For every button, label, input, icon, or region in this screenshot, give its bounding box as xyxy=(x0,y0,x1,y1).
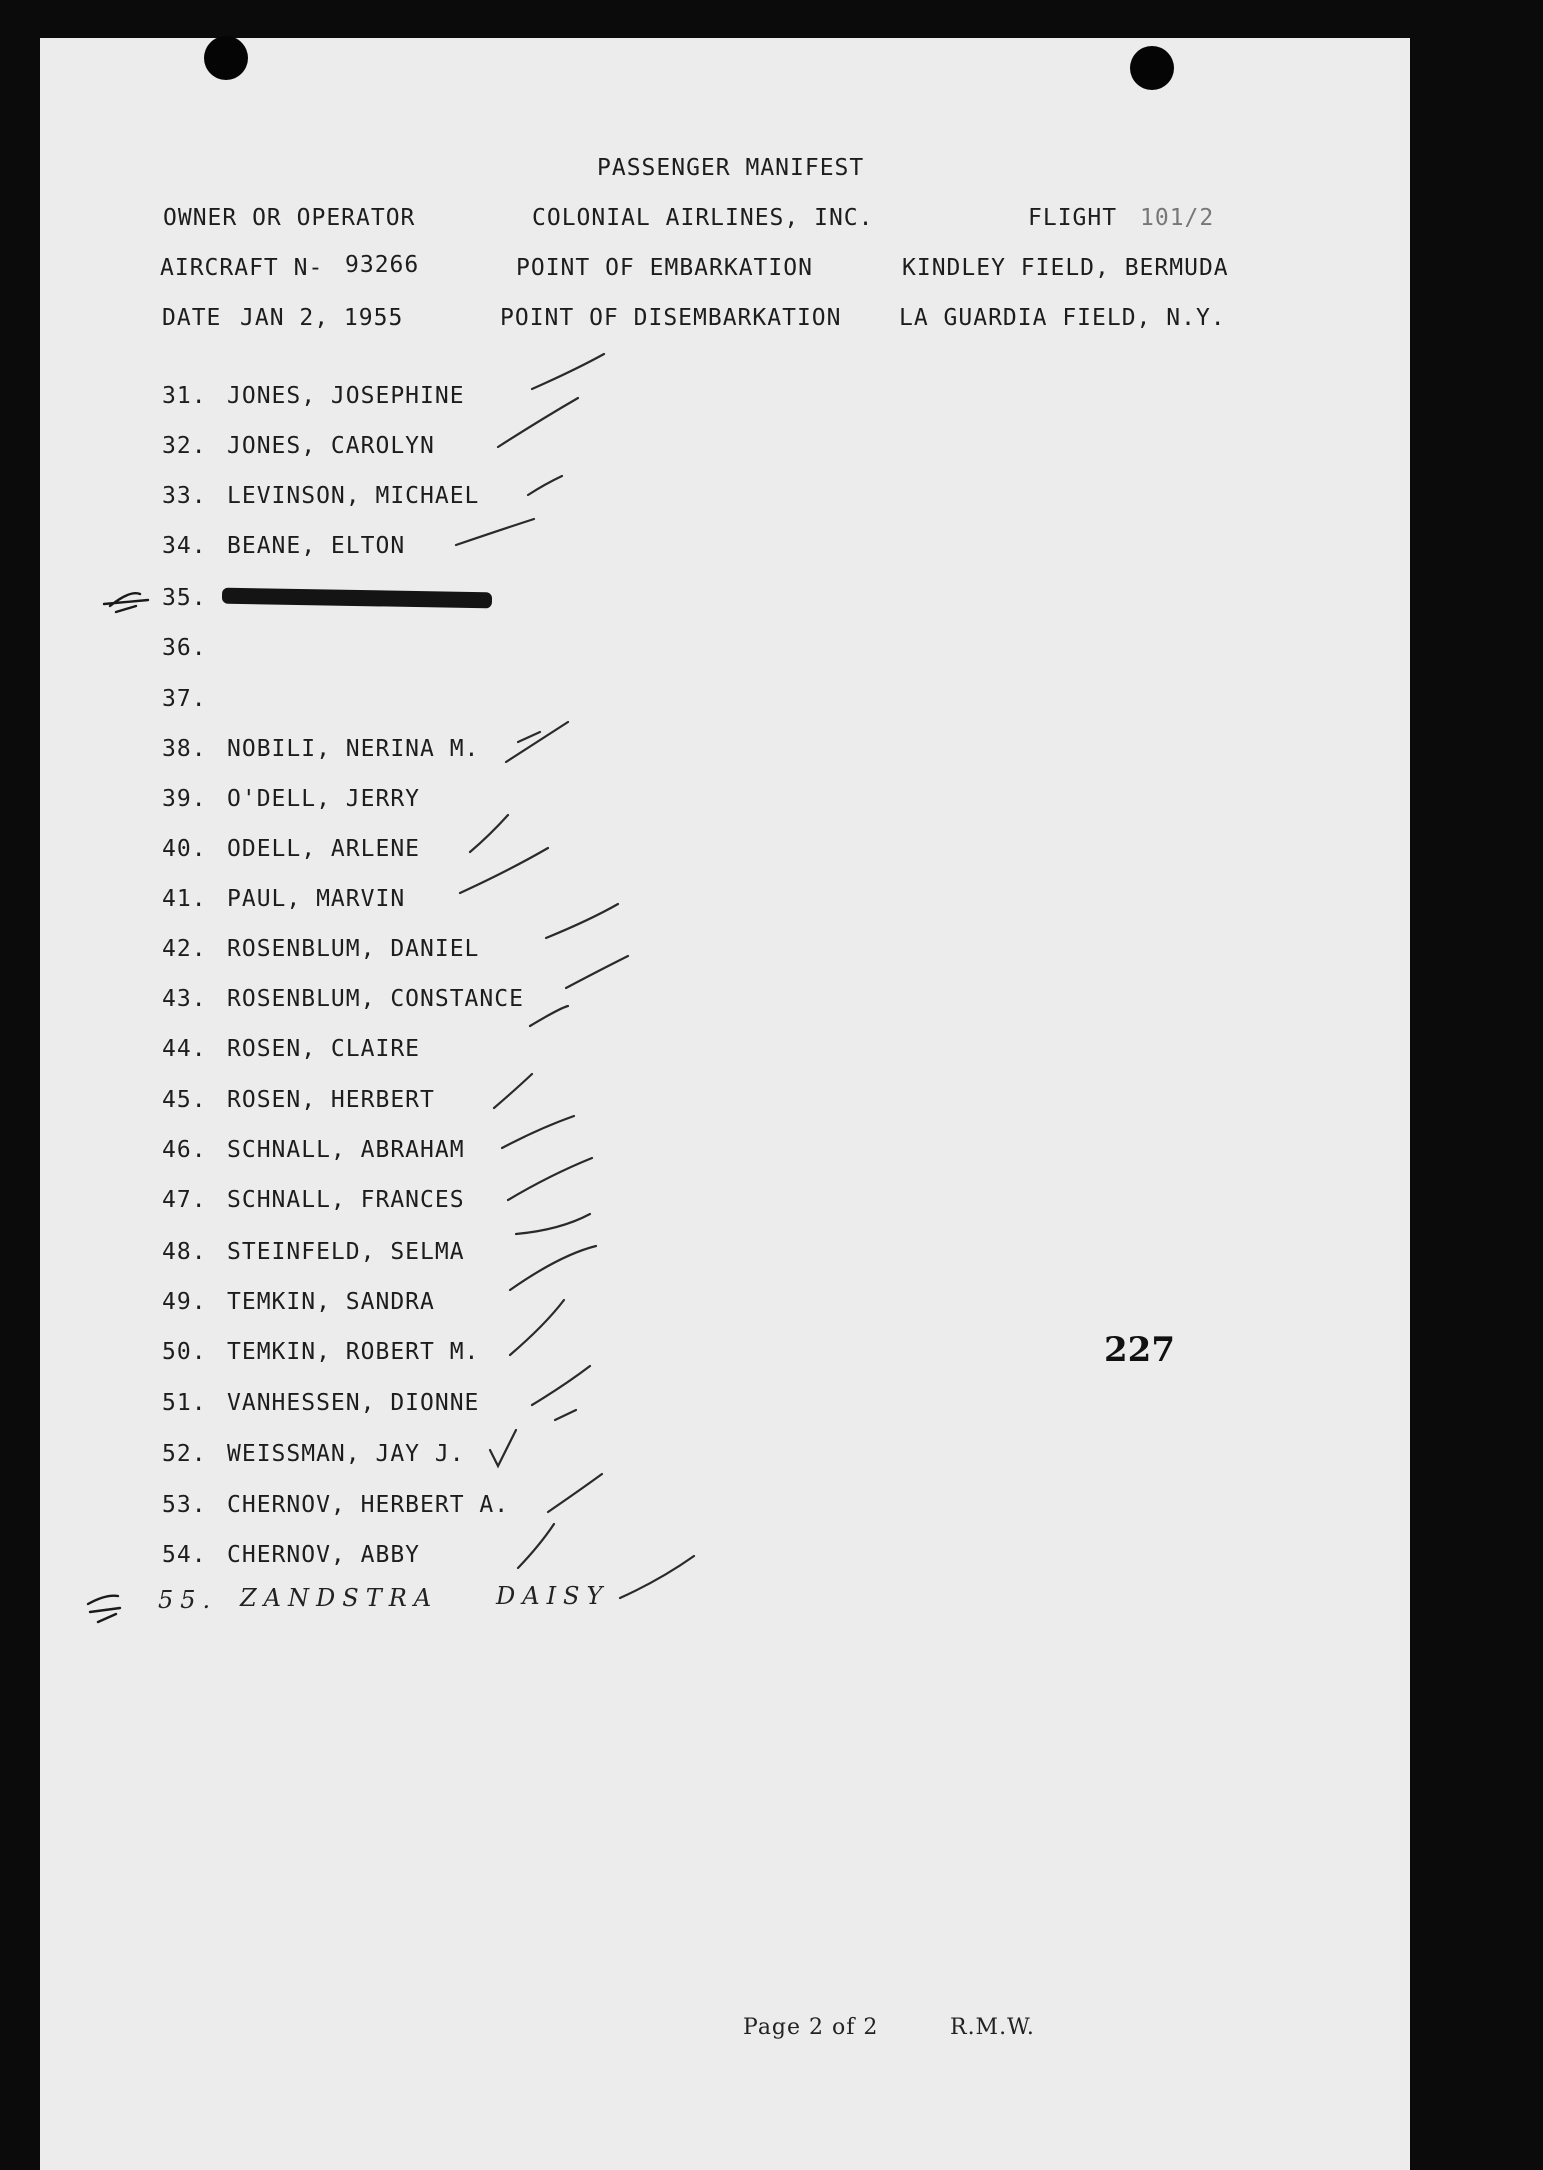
handwritten-number: 55. xyxy=(158,1586,218,1614)
passenger-name: ODELL, ARLENE xyxy=(227,836,421,862)
passenger-name: SCHNALL, ABRAHAM xyxy=(227,1137,465,1163)
owner-label: OWNER OR OPERATOR xyxy=(163,205,416,231)
footer-page: Page 2 of 2 xyxy=(743,2015,879,2040)
passenger-number: 54. xyxy=(162,1542,207,1568)
disembarkation-label: POINT OF DISEMBARKATION xyxy=(500,305,842,331)
handwritten-surname: ZANDSTRA xyxy=(240,1584,439,1612)
punch-hole-left xyxy=(204,36,248,80)
passenger-number: 37. xyxy=(162,686,207,712)
passenger-number: 51. xyxy=(162,1390,207,1416)
passenger-name: PAUL, MARVIN xyxy=(227,886,406,912)
passenger-number: 41. xyxy=(162,886,207,912)
passenger-name: STEINFELD, SELMA xyxy=(227,1239,465,1265)
passenger-name: NOBILI, NERINA M. xyxy=(227,736,480,762)
passenger-number: 45. xyxy=(162,1087,207,1113)
aircraft-label: AIRCRAFT N- xyxy=(160,255,324,281)
punch-hole-right xyxy=(1130,46,1174,90)
handwritten-given-name: DAISY xyxy=(496,1582,610,1610)
passenger-name: JONES, JOSEPHINE xyxy=(227,383,465,409)
passenger-number: 33. xyxy=(162,483,207,509)
passenger-name: ROSENBLUM, CONSTANCE xyxy=(227,986,524,1012)
passenger-number: 44. xyxy=(162,1036,207,1062)
passenger-number: 31. xyxy=(162,383,207,409)
passenger-number: 47. xyxy=(162,1187,207,1213)
passenger-name: JONES, CAROLYN xyxy=(227,433,435,459)
passenger-number: 38. xyxy=(162,736,207,762)
passenger-name: O'DELL, JERRY xyxy=(227,786,421,812)
passenger-name: CHERNOV, ABBY xyxy=(227,1542,421,1568)
date-value: JAN 2, 1955 xyxy=(240,305,404,331)
manifest-title: PASSENGER MANIFEST xyxy=(597,155,865,181)
passenger-number: 40. xyxy=(162,836,207,862)
passenger-name: SCHNALL, FRANCES xyxy=(227,1187,465,1213)
passenger-number: 35. xyxy=(162,585,207,611)
passenger-name: TEMKIN, ROBERT M. xyxy=(227,1339,480,1365)
passenger-number: 49. xyxy=(162,1289,207,1315)
passenger-name: BEANE, ELTON xyxy=(227,533,406,559)
date-label: DATE xyxy=(162,305,222,331)
passenger-name: CHERNOV, HERBERT A. xyxy=(227,1492,510,1518)
passenger-number: 48. xyxy=(162,1239,207,1265)
passenger-name: VANHESSEN, DIONNE xyxy=(227,1390,480,1416)
passenger-number: 32. xyxy=(162,433,207,459)
aircraft-value: 93266 xyxy=(345,252,420,278)
passenger-number: 53. xyxy=(162,1492,207,1518)
passenger-number: 46. xyxy=(162,1137,207,1163)
passenger-number: 42. xyxy=(162,936,207,962)
passenger-number: 36. xyxy=(162,635,207,661)
owner-value: COLONIAL AIRLINES, INC. xyxy=(532,205,874,231)
passenger-number: 34. xyxy=(162,533,207,559)
stamp-number: 227 xyxy=(1104,1330,1175,1370)
passenger-number: 50. xyxy=(162,1339,207,1365)
footer-initials: R.M.W. xyxy=(950,2015,1035,2040)
flight-label: FLIGHT xyxy=(1028,205,1118,231)
passenger-name: ROSEN, CLAIRE xyxy=(227,1036,421,1062)
disembarkation-value: LA GUARDIA FIELD, N.Y. xyxy=(899,305,1226,331)
flight-value: 101/2 xyxy=(1140,205,1215,231)
passenger-number: 43. xyxy=(162,986,207,1012)
passenger-number: 39. xyxy=(162,786,207,812)
passenger-name: TEMKIN, SANDRA xyxy=(227,1289,435,1315)
passenger-number: 52. xyxy=(162,1441,207,1467)
embarkation-label: POINT OF EMBARKATION xyxy=(516,255,813,281)
passenger-name: ROSENBLUM, DANIEL xyxy=(227,936,480,962)
embarkation-value: KINDLEY FIELD, BERMUDA xyxy=(902,255,1229,281)
passenger-name: WEISSMAN, JAY J. xyxy=(227,1441,465,1467)
passenger-name: ROSEN, HERBERT xyxy=(227,1087,435,1113)
passenger-name: LEVINSON, MICHAEL xyxy=(227,483,480,509)
